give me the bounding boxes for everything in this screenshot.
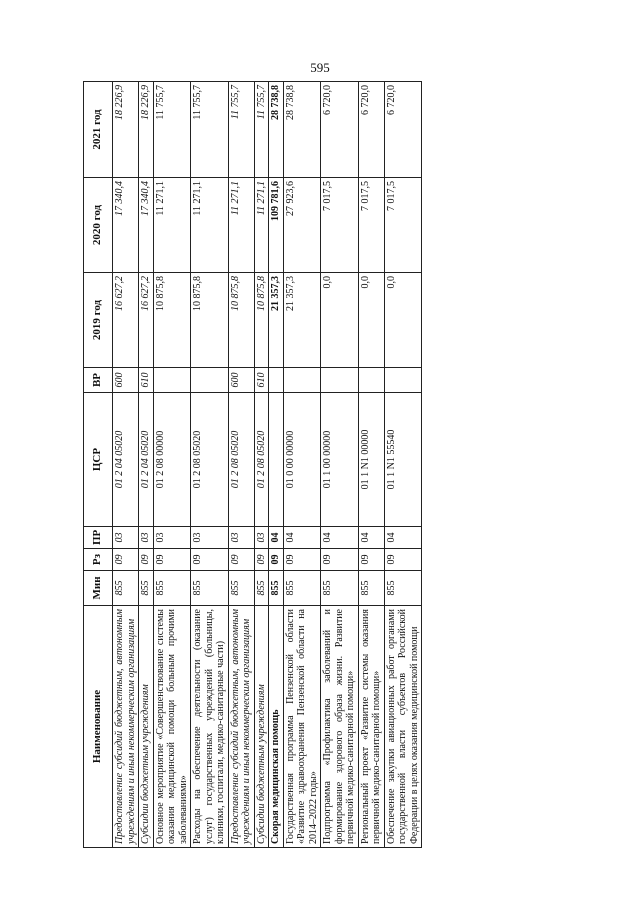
cell-vr: 610	[139, 368, 154, 393]
table-row	[191, 82, 229, 848]
table-body	[113, 82, 422, 848]
cell-y2019: 10 875,8	[191, 273, 229, 368]
column-header: ЦСР	[84, 393, 113, 527]
cell-rz: 09	[191, 549, 229, 571]
cell-y2021: 6 720,0	[384, 82, 422, 178]
cell-y2019: 0,0	[321, 273, 359, 368]
cell-vr	[321, 368, 359, 393]
page-number: 595	[310, 60, 330, 75]
cell-y2020: 17 340,4	[113, 178, 139, 273]
cell-vr	[283, 368, 321, 393]
column-header: Наименование	[84, 606, 113, 848]
cell-vr	[153, 368, 191, 393]
cell-vr: 600	[113, 368, 139, 393]
cell-y2020: 17 340,4	[139, 178, 154, 273]
cell-y2019: 21 357,3	[283, 273, 321, 368]
cell-csr: 01 2 08 05020	[254, 393, 269, 527]
cell-min: 855	[191, 571, 229, 606]
table-row	[384, 82, 422, 848]
cell-name: Предоставление субсидий бюджетным, автономным учреждениям и иным некоммерческим организациям	[228, 606, 254, 848]
cell-name: Региональный проект «Развитие системы оказания первичной медико-санитарной помощи»	[358, 606, 384, 848]
cell-csr	[269, 393, 284, 527]
cell-pr: 03	[191, 527, 229, 549]
table-row	[254, 82, 269, 848]
cell-y2019: 16 627,2	[113, 273, 139, 368]
cell-name: Обеспечение закупки авиационных работ органами государственной власти субъектов Российской Федерации в целях оказания медицинской помощи	[384, 606, 422, 848]
cell-y2019: 10 875,8	[254, 273, 269, 368]
cell-y2019: 10 875,8	[153, 273, 191, 368]
cell-name: Скорая медицинская помощь	[269, 606, 284, 848]
cell-name: Основное мероприятие «Совершенствование системы оказания медицинской помощи больным прочими заболеваниями»	[153, 606, 191, 848]
column-header: 2020 год	[84, 178, 113, 273]
table-row	[269, 82, 284, 848]
cell-pr: 03	[228, 527, 254, 549]
cell-min: 855	[358, 571, 384, 606]
table-header-row	[84, 82, 113, 848]
cell-pr: 03	[113, 527, 139, 549]
column-header: Рз	[84, 549, 113, 571]
cell-min: 855	[139, 571, 154, 606]
cell-name: Подпрограмма «Профилактика заболеваний и формирование здорового образа жизни. Развитие первичной медико-санитарной помощи»	[321, 606, 359, 848]
table-row	[358, 82, 384, 848]
budget-table	[83, 81, 422, 848]
cell-name: Субсидии бюджетным учреждениям	[254, 606, 269, 848]
cell-pr: 04	[269, 527, 284, 549]
table-row	[139, 82, 154, 848]
cell-name: Расходы на обеспечение деятельности (оказание услуг) государственных учреждений (больницы, клиники, госпитали, медико-санитарные части)	[191, 606, 229, 848]
cell-y2020: 11 271,1	[153, 178, 191, 273]
cell-vr: 600	[228, 368, 254, 393]
cell-csr: 01 2 08 05020	[191, 393, 229, 527]
cell-y2021: 11 755,7	[254, 82, 269, 178]
cell-y2020: 11 271,1	[228, 178, 254, 273]
cell-vr: 610	[254, 368, 269, 393]
cell-min: 855	[254, 571, 269, 606]
cell-vr	[358, 368, 384, 393]
cell-y2019: 21 357,3	[269, 273, 284, 368]
cell-pr: 04	[384, 527, 422, 549]
cell-min: 855	[283, 571, 321, 606]
cell-name: Государственная программа Пензенской области «Развитие здравоохранения Пензенской области на 2014–2022 годы»	[283, 606, 321, 848]
table-row	[113, 82, 139, 848]
cell-y2021: 11 755,7	[228, 82, 254, 178]
cell-rz: 09	[321, 549, 359, 571]
cell-y2021: 6 720,0	[321, 82, 359, 178]
cell-y2021: 6 720,0	[358, 82, 384, 178]
cell-csr: 01 2 08 00000	[153, 393, 191, 527]
cell-name: Субсидии бюджетным учреждениям	[139, 606, 154, 848]
cell-min: 855	[153, 571, 191, 606]
cell-y2020: 7 017,5	[358, 178, 384, 273]
cell-y2019: 10 875,8	[228, 273, 254, 368]
column-header: ПР	[84, 527, 113, 549]
cell-csr: 01 1 N1 55540	[384, 393, 422, 527]
cell-pr: 03	[139, 527, 154, 549]
cell-rz: 09	[283, 549, 321, 571]
cell-name: Предоставление субсидий бюджетным, автономным учреждениям и иным некоммерческим организациям	[113, 606, 139, 848]
cell-rz: 09	[228, 549, 254, 571]
cell-pr: 03	[153, 527, 191, 549]
cell-min: 855	[321, 571, 359, 606]
cell-y2020: 109 781,6	[269, 178, 284, 273]
cell-rz: 09	[358, 549, 384, 571]
cell-y2020: 11 271,1	[191, 178, 229, 273]
column-header: Мин	[84, 571, 113, 606]
cell-min: 855	[113, 571, 139, 606]
cell-vr	[384, 368, 422, 393]
cell-y2021: 11 755,7	[153, 82, 191, 178]
table-row	[228, 82, 254, 848]
cell-pr: 04	[283, 527, 321, 549]
table-row	[321, 82, 359, 848]
cell-csr: 01 1 N1 00000	[358, 393, 384, 527]
cell-y2019: 0,0	[358, 273, 384, 368]
cell-csr: 01 0 00 00000	[283, 393, 321, 527]
cell-rz: 09	[269, 549, 284, 571]
cell-min: 855	[228, 571, 254, 606]
cell-y2020: 27 923,6	[283, 178, 321, 273]
cell-min: 855	[384, 571, 422, 606]
cell-min: 855	[269, 571, 284, 606]
cell-csr: 01 1 00 00000	[321, 393, 359, 527]
cell-y2021: 28 738,8	[269, 82, 284, 178]
cell-pr: 04	[321, 527, 359, 549]
cell-csr: 01 2 04 05020	[113, 393, 139, 527]
cell-vr	[269, 368, 284, 393]
cell-vr	[191, 368, 229, 393]
cell-y2021: 18 226,9	[113, 82, 139, 178]
cell-rz: 09	[139, 549, 154, 571]
cell-y2021: 18 226,9	[139, 82, 154, 178]
column-header: ВР	[84, 368, 113, 393]
table-row	[283, 82, 321, 848]
cell-pr: 03	[254, 527, 269, 549]
cell-y2021: 28 738,8	[283, 82, 321, 178]
cell-csr: 01 2 08 05020	[228, 393, 254, 527]
cell-y2020: 7 017,5	[321, 178, 359, 273]
table-row	[153, 82, 191, 848]
cell-rz: 09	[153, 549, 191, 571]
cell-y2021: 11 755,7	[191, 82, 229, 178]
column-header: 2021 год	[84, 82, 113, 178]
cell-rz: 09	[113, 549, 139, 571]
column-header: 2019 год	[84, 273, 113, 368]
cell-pr: 04	[358, 527, 384, 549]
cell-y2020: 11 271,1	[254, 178, 269, 273]
cell-y2019: 0,0	[384, 273, 422, 368]
cell-rz: 09	[254, 549, 269, 571]
cell-y2019: 16 627,2	[139, 273, 154, 368]
cell-csr: 01 2 04 05020	[139, 393, 154, 527]
cell-y2020: 7 017,5	[384, 178, 422, 273]
rotated-table-container	[83, 82, 523, 848]
cell-rz: 09	[384, 549, 422, 571]
